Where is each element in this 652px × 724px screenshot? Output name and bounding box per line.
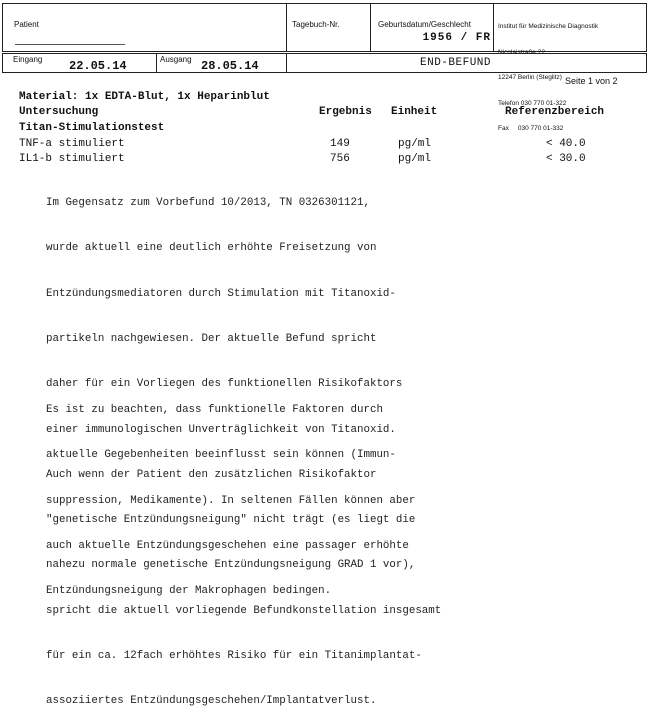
col-header-result: Ergebnis — [319, 106, 372, 118]
patient-label: Patient — [14, 20, 39, 29]
col-header-unit: Einheit — [391, 106, 438, 118]
institute-line: Nicolaistraße 22 — [498, 48, 545, 56]
row-ref: < 30.0 — [546, 153, 586, 165]
text-line: Auch wenn der Patient den zusätzlichen Risikofaktor — [46, 468, 377, 481]
text-line: nahezu normale genetische Entzündungsneigung GRAD 1 vor), — [46, 559, 416, 572]
text-line: Im Gegensatz zum Vorbefund 10/2013, TN 0326301121, — [46, 197, 370, 210]
exit-label: Ausgang — [160, 55, 192, 64]
text-line: assoziiertes Entzündungsgeschehen/Implantatverlust. — [46, 695, 377, 708]
patient-underline — [15, 44, 125, 45]
diary-box — [286, 3, 371, 52]
exit-box — [156, 53, 287, 73]
report-status: END-BEFUND — [420, 57, 492, 69]
row-result: 149 — [330, 138, 350, 150]
comment-paragraph-2 — [46, 373, 415, 615]
text-line: aktuelle Gegebenheiten beeinflusst sein können (Immun- — [46, 449, 396, 462]
text-line: auch aktuelle Entzündungsgeschehen eine passager erhöhte — [46, 540, 409, 553]
text-line: Entzündungsmediatoren durch Stimulation mit Titanoxid- — [46, 287, 396, 300]
row-result: 756 — [330, 153, 350, 165]
text-line: Es ist zu beachten, dass funktionelle Faktoren durch — [46, 404, 383, 417]
entry-box — [2, 53, 157, 73]
entry-date: 22.05.14 — [69, 59, 127, 73]
dob-value: 1956 / FR — [422, 32, 491, 44]
row-unit: pg/ml — [398, 153, 432, 165]
page-info: Seite 1 von 2 — [565, 76, 618, 86]
institute-line: Fax 030 770 01-332 — [498, 125, 564, 132]
col-header-ref: Referenzbereich — [505, 106, 605, 118]
row-ref: < 40.0 — [546, 138, 586, 150]
text-line: spricht die aktuell vorliegende Befundkonstellation insgesamt — [46, 604, 442, 617]
row-name: TNF-a stimuliert — [19, 138, 125, 150]
text-line: partikeln nachgewiesen. Der aktuelle Befund spricht — [46, 333, 377, 346]
text-line: Entzündungsneigung der Makrophagen bedingen. — [46, 585, 332, 598]
institute-line: Institut für Medizinische Diagnostik — [498, 23, 599, 30]
institute-line: 12247 Berlin (Steglitz) — [498, 74, 562, 81]
text-line: "genetische Entzündungsneigung" nicht trägt (es liegt die — [46, 514, 416, 527]
row-unit: pg/ml — [398, 138, 432, 150]
status-box — [286, 53, 647, 73]
material-line: Material: 1x EDTA-Blut, 1x Heparinblut — [19, 91, 270, 103]
text-line: suppression, Medikamente). In seltenen Fällen können aber — [46, 494, 416, 507]
text-line: für ein ca. 12fach erhöhtes Risiko für ein Titanimplantat- — [46, 650, 422, 662]
institute-line: Telefon 030 770 01-322 — [498, 99, 567, 107]
dob-box — [370, 3, 494, 52]
diary-label: Tagebuch-Nr. — [292, 20, 340, 29]
exit-date: 28.05.14 — [201, 59, 259, 73]
entry-label: Eingang — [13, 55, 43, 64]
col-header-exam: Untersuchung — [19, 106, 99, 118]
text-line: daher für ein Vorliegen des funktionellen Risikofaktors — [46, 378, 403, 391]
text-line: wurde aktuell eine deutlich erhöhte Freisetzung von — [46, 242, 377, 255]
row-name: IL1-b stimuliert — [19, 153, 125, 165]
patient-box — [2, 3, 287, 52]
section-title: Titan-Stimulationstest — [19, 122, 165, 134]
dob-label: Geburtsdatum/Geschlecht — [378, 20, 471, 29]
text-line: einer immunologischen Unverträglichkeit von Titanoxid. — [46, 423, 396, 436]
